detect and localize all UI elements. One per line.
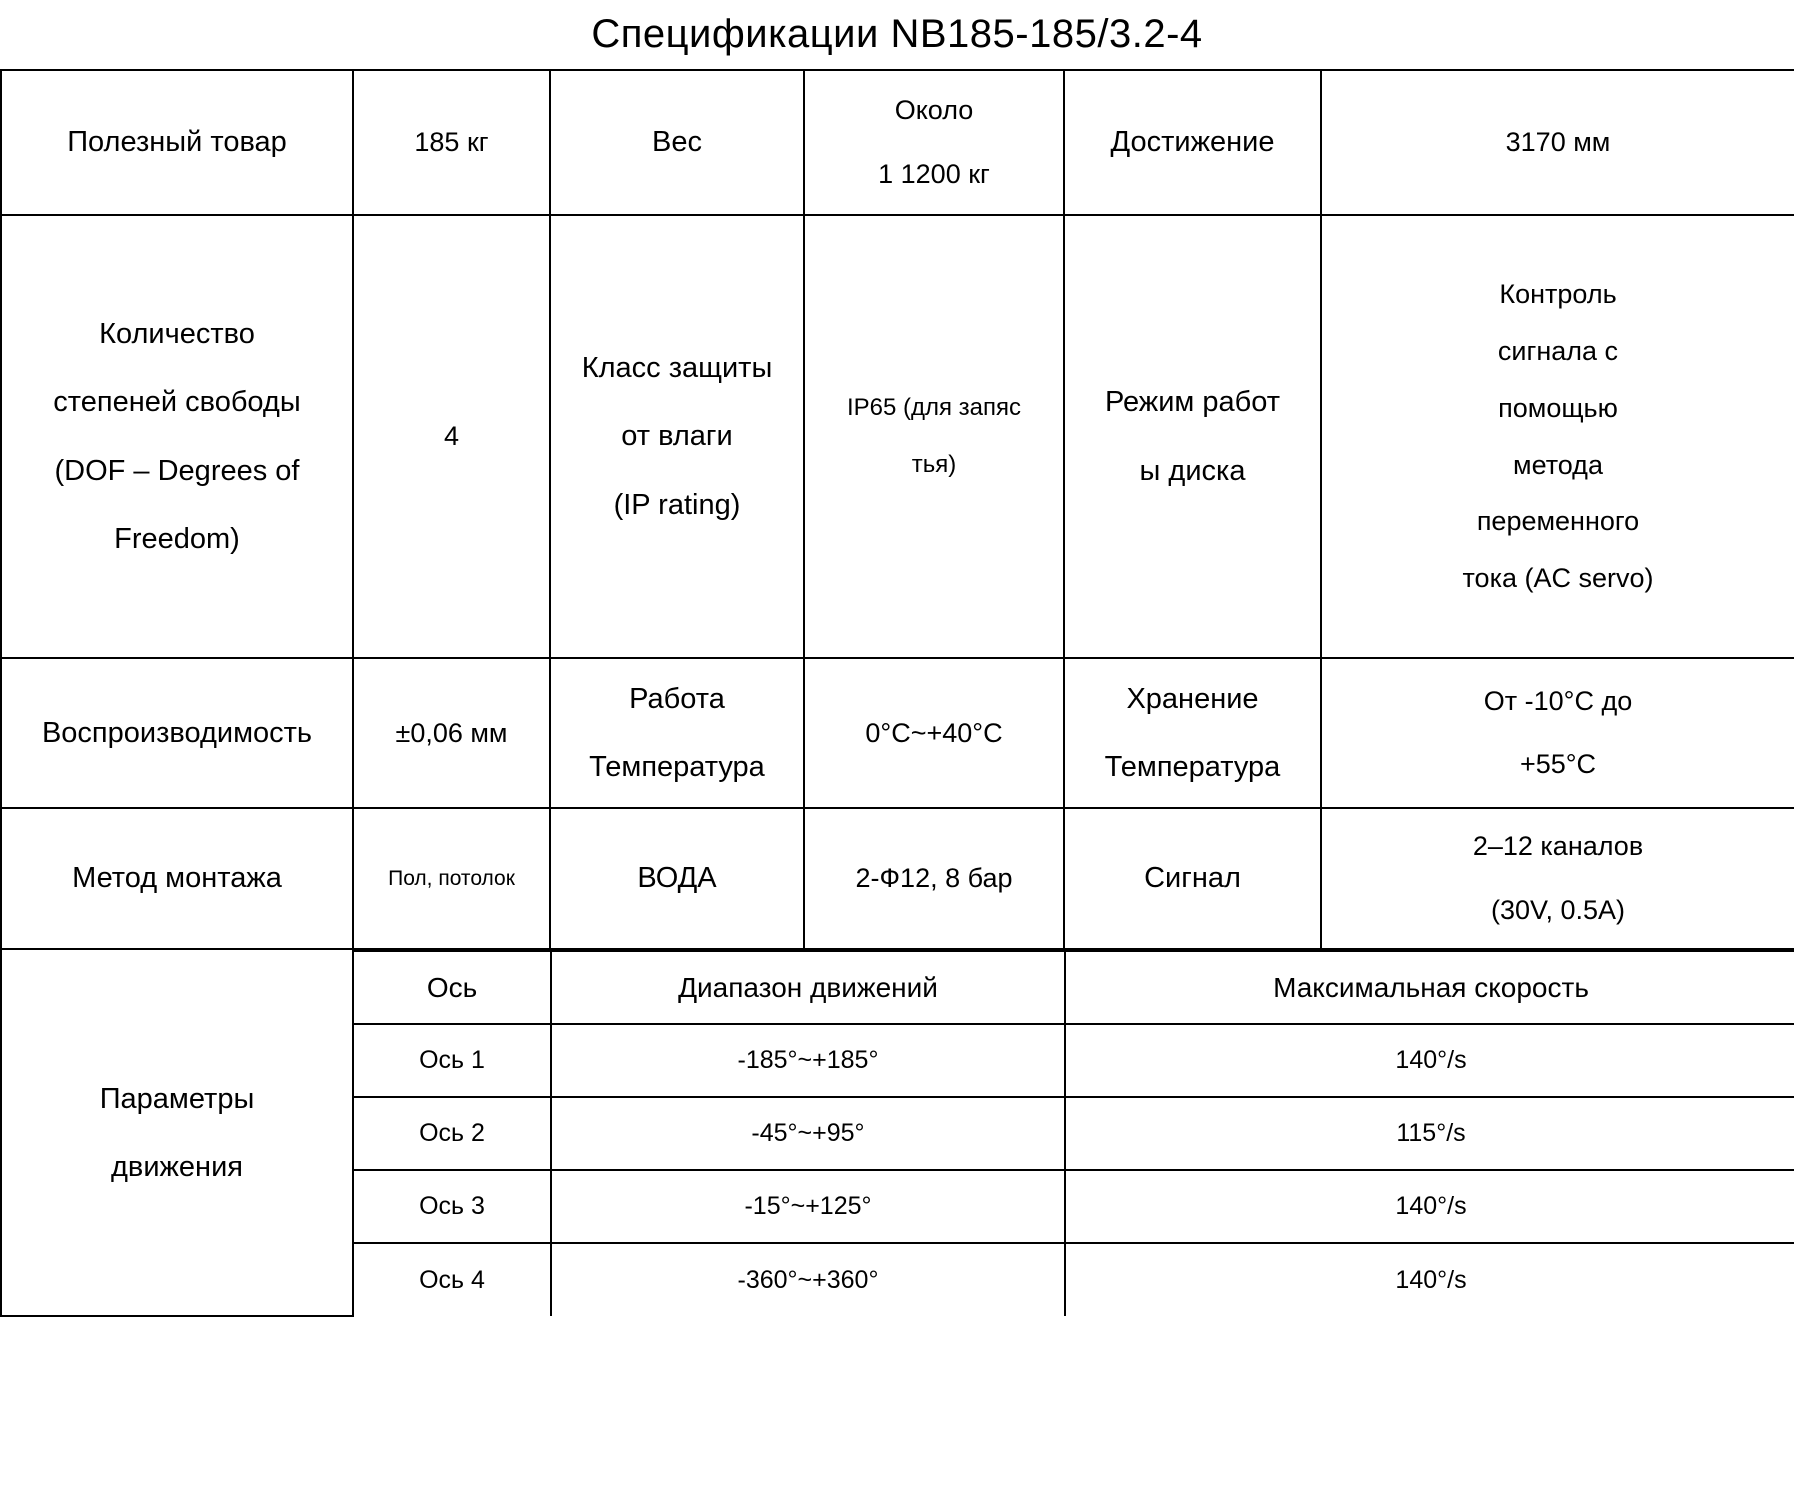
cell-dof-value: 4 <box>353 215 550 658</box>
cell-storage-temp-value <box>1321 658 1794 808</box>
axis-3-name: Ось 3 <box>354 1170 551 1243</box>
table-row <box>1 70 1794 215</box>
ip-label-line-3: (IP rating) <box>613 488 741 521</box>
cell-ip-label <box>550 215 804 658</box>
drive-mode-value-line-2: сигнала с <box>1497 336 1619 367</box>
cell-weight-value <box>804 70 1064 215</box>
axis-4-name: Ось 4 <box>354 1243 551 1316</box>
page-title: Спецификации NB185-185/3.2-4 <box>591 12 1203 56</box>
cell-mounting-value: Пол, потолок <box>353 808 550 949</box>
axis-4-speed: 140°/s <box>1065 1243 1794 1316</box>
cell-reach-value: 3170 мм <box>1321 70 1794 215</box>
axis-3-speed: 140°/s <box>1065 1170 1794 1243</box>
table-row <box>1 658 1794 808</box>
cell-signal-label: Сигнал <box>1064 808 1321 949</box>
dof-label-line-1: Количество <box>99 318 255 351</box>
axis-header-speed: Максимальная скорость <box>1065 951 1794 1024</box>
axis-table-row <box>354 1243 1794 1316</box>
ip-value-line-2: тья) <box>911 450 957 478</box>
op-temp-label-line-1: Работа <box>629 683 725 715</box>
cell-reach-label: Достижение <box>1064 70 1321 215</box>
drive-mode-value-line-1: Контроль <box>1499 279 1617 310</box>
cell-drive-mode-label <box>1064 215 1321 658</box>
cell-drive-mode-value <box>1321 215 1794 658</box>
drive-mode-label-line-1: Режим работ <box>1104 386 1281 419</box>
axis-1-speed: 140°/s <box>1065 1024 1794 1097</box>
motion-params-label-line-1: Параметры <box>99 1082 255 1115</box>
storage-temp-label-line-2: Температура <box>1104 751 1281 784</box>
cell-signal-value <box>1321 808 1794 949</box>
ip-value-line-1: IP65 (для запяс <box>846 394 1022 422</box>
motion-parameters-subtable-host <box>353 949 1794 1316</box>
drive-mode-label-line-2: ы диска <box>1139 454 1246 487</box>
signal-value-line-2: (30V, 0.5A) <box>1490 894 1626 925</box>
axis-2-range: -45°~+95° <box>551 1097 1065 1170</box>
specifications-table <box>0 69 1794 1317</box>
dof-label-line-4: Freedom) <box>114 522 240 555</box>
axis-header-range: Диапазон движений <box>551 951 1065 1024</box>
storage-temp-value-line-2: +55°C <box>1519 749 1597 780</box>
storage-temp-value-line-1: От -10°C до <box>1483 685 1633 716</box>
axis-1-name: Ось 1 <box>354 1024 551 1097</box>
cell-repeatability-label: Воспроизводимость <box>1 658 353 808</box>
axis-1-range: -185°~+185° <box>551 1024 1065 1097</box>
cell-ip-value <box>804 215 1064 658</box>
axis-table-row <box>354 1024 1794 1097</box>
dof-label-line-3: (DOF – Degrees of <box>54 454 300 487</box>
storage-temp-label-line-1: Хранение <box>1126 683 1259 715</box>
table-row <box>1 808 1794 949</box>
signal-value-line-1: 2–12 каналов <box>1472 831 1644 862</box>
axis-2-name: Ось 2 <box>354 1097 551 1170</box>
axis-table-row <box>354 1097 1794 1170</box>
weight-value-line-2: 1 1200 кг <box>878 158 990 189</box>
cell-payload-label: Полезный товар <box>1 70 353 215</box>
axis-4-range: -360°~+360° <box>551 1243 1065 1316</box>
axis-table-header-row <box>354 951 1794 1024</box>
drive-mode-value-line-5: переменного <box>1476 506 1640 537</box>
cell-water-label: ВОДА <box>550 808 804 949</box>
cell-dof-label <box>1 215 353 658</box>
axis-header-axis: Ось <box>354 951 551 1024</box>
weight-value-line-1: Около <box>894 95 974 126</box>
cell-payload-value: 185 кг <box>353 70 550 215</box>
axis-table <box>354 950 1794 1316</box>
ip-label-line-2: от влаги <box>621 420 733 453</box>
ip-label-line-1: Класс защиты <box>581 352 773 385</box>
cell-op-temp-label <box>550 658 804 808</box>
op-temp-label-line-2: Температура <box>589 751 765 784</box>
drive-mode-value-line-3: помощью <box>1498 392 1618 423</box>
cell-weight-label: Вес <box>550 70 804 215</box>
cell-op-temp-value: 0°C~+40°C <box>804 658 1064 808</box>
drive-mode-value-line-4: метода <box>1513 449 1603 480</box>
cell-motion-params-label <box>1 949 353 1316</box>
axis-2-speed: 115°/s <box>1065 1097 1794 1170</box>
axis-3-range: -15°~+125° <box>551 1170 1065 1243</box>
table-row <box>1 215 1794 658</box>
table-row-motion-parameters <box>1 949 1794 1316</box>
dof-label-line-2: степеней свободы <box>53 386 301 419</box>
cell-repeatability-value: ±0,06 мм <box>353 658 550 808</box>
drive-mode-value-line-6: тока (AC servo) <box>1462 562 1654 593</box>
cell-storage-temp-label <box>1064 658 1321 808</box>
axis-table-row <box>354 1170 1794 1243</box>
motion-params-label-line-2: движения <box>111 1150 243 1183</box>
cell-mounting-label: Метод монтажа <box>1 808 353 949</box>
cell-water-value: 2-Ф12, 8 бар <box>804 808 1064 949</box>
